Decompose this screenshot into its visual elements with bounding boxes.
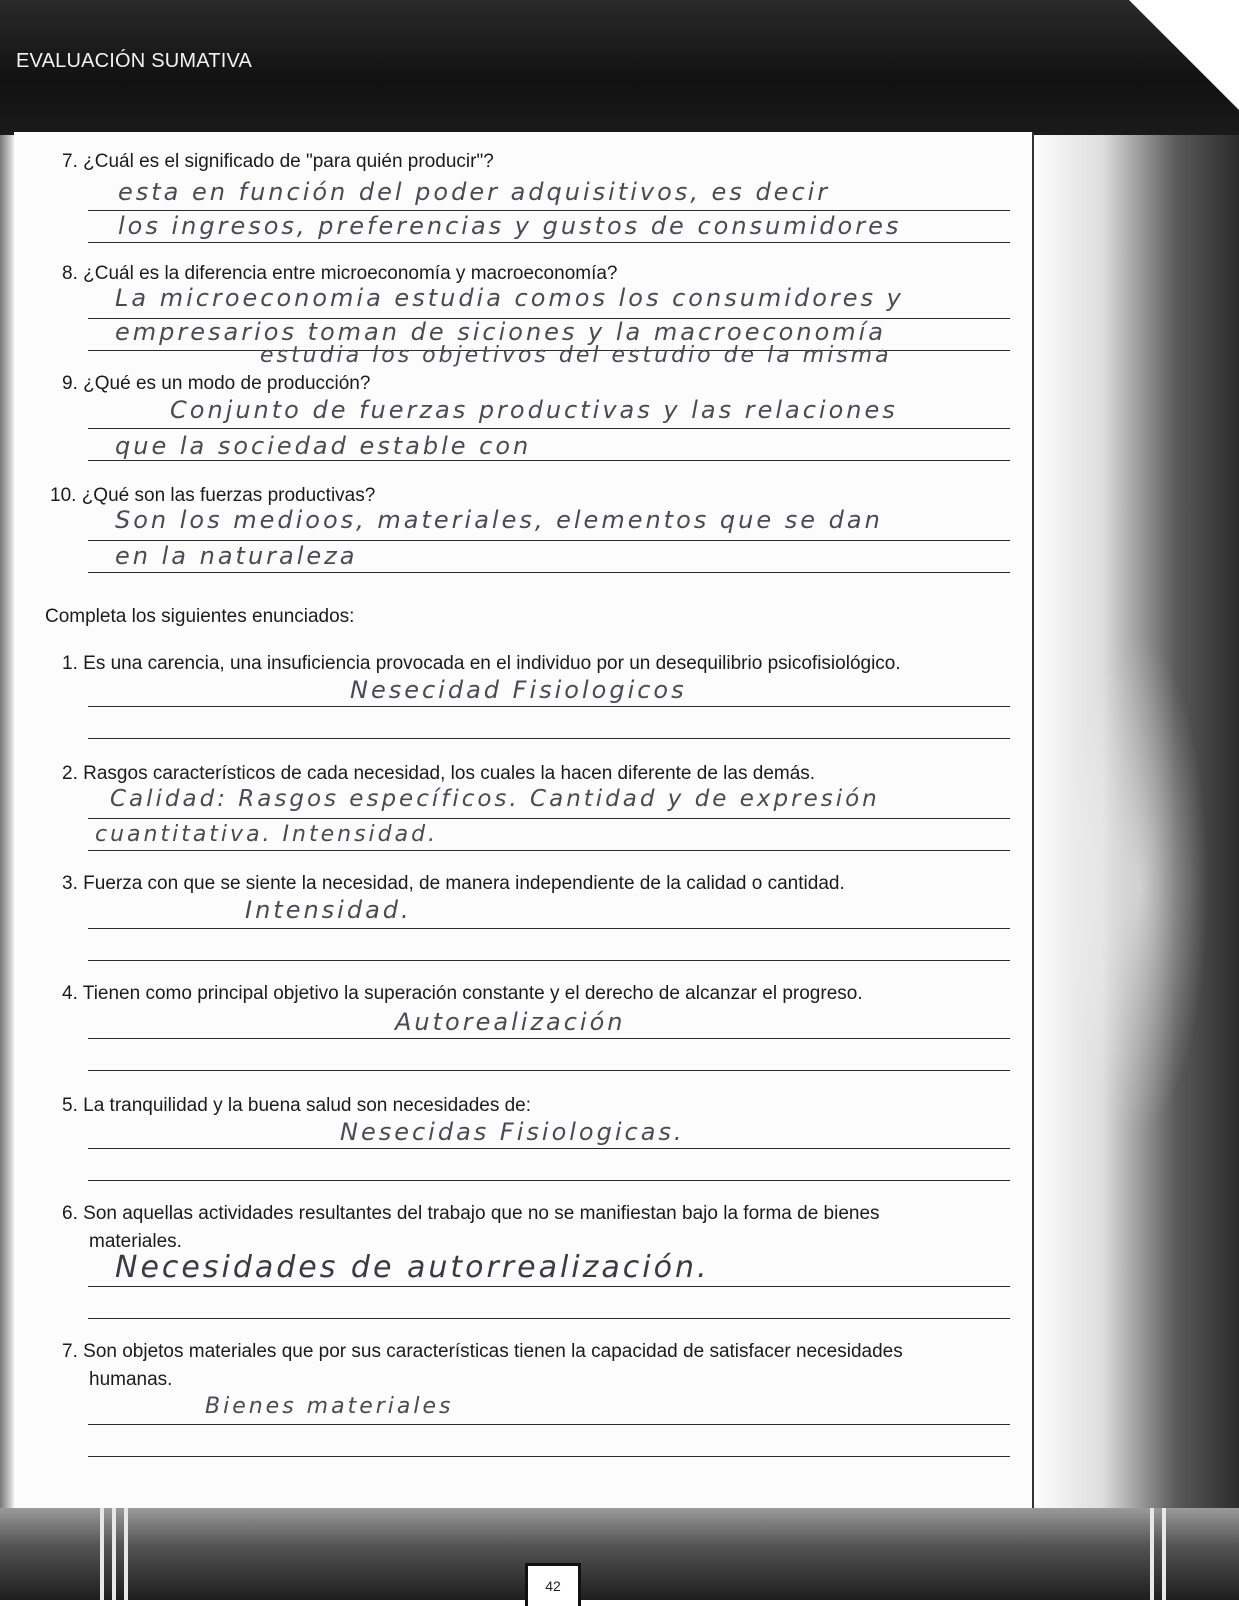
left-binding-edge [0,135,14,1515]
question-10: 10. ¿Qué son las fuerzas productivas? [50,485,376,506]
handwritten-answer: Autorealización [395,1008,626,1036]
footer-band [0,1508,1239,1600]
handwritten-answer: que la sociedad estable con [115,432,532,460]
answer-line [88,540,1010,541]
answer-line [88,928,1010,929]
handwritten-answer: Intensidad. [245,896,412,924]
handwritten-answer: en la naturaleza [115,542,358,570]
answer-line [88,210,1010,211]
page-title: EVALUACIÓN SUMATIVA [16,50,253,72]
question-7: 7. ¿Cuál es el significado de "para quién producir"? [62,151,494,172]
statement-2: 2. Rasgos característicos de cada necesidad, los cuales la hacen diferente de las demás. [62,763,816,784]
answer-line [88,1070,1010,1071]
answer-line [88,460,1010,461]
answer-line [88,960,1010,961]
section-heading: Completa los siguientes enunciados: [45,606,355,627]
answer-line [88,738,1010,739]
answer-line [88,1456,1010,1457]
answer-line [88,1148,1010,1149]
handwritten-answer: Nesecidad Fisiologicos [350,676,687,704]
statement-6: 6. Son aquellas actividades resultantes del trabajo que no se manifiestan bajo la forma de bienes materiales. [62,1203,880,1252]
answer-line [88,706,1010,707]
statement-7: 7. Son objetos materiales que por sus características tienen la capacidad de satisfacer necesidades humanas. [62,1341,903,1390]
answer-line [88,1286,1010,1287]
answer-line [88,1424,1010,1425]
statement-3: 3. Fuerza con que se siente la necesidad, de manera independiente de la calidad o cantidad. [62,873,845,894]
handwritten-answer: La microeconomia estudia comos los consumidores y [115,284,904,312]
statement-4: 4. Tienen como principal objetivo la superación constante y el derecho de alcanzar el progreso. [62,983,863,1004]
statement-1: 1. Es una carencia, una insuficiencia provocada en el individuo por un desequilibrio psicofisiológico. [62,653,901,674]
handwritten-answer: Necesidades de autorrealización. [115,1250,710,1285]
page-corner [1129,0,1239,110]
right-scan-shadow [1029,135,1239,1515]
handwritten-answer: cuantitativa. Intensidad. [95,822,439,847]
handwritten-answer: Conjunto de fuerzas productivas y las relaciones [170,396,898,424]
question-8: 8. ¿Cuál es la diferencia entre microeconomía y macroeconomía? [62,263,618,284]
handwritten-answer: los ingresos, preferencias y gustos de consumidores [118,212,902,240]
answer-line [88,428,1010,429]
page-number: 42 [525,1563,581,1606]
statement-5: 5. La tranquilidad y la buena salud son necesidades de: [62,1095,532,1116]
handwritten-answer: estudia los objetivos del estudio de la misma [260,343,892,368]
handwritten-answer: Calidad: Rasgos específicos. Cantidad y de expresión [110,786,880,812]
handwritten-answer: Nesecidas Fisiologicas. [340,1118,685,1146]
answer-line [88,572,1010,573]
answer-line [88,818,1010,819]
handwritten-answer: empresarios toman de siciones y la macroeconomía [115,318,887,346]
answer-line [88,242,1010,243]
answer-line [88,850,1010,851]
question-9: 9. ¿Qué es un modo de producción? [62,373,371,394]
answer-line [88,1180,1010,1181]
answer-line [88,1318,1010,1319]
handwritten-answer: esta en función del poder adquisitivos, es decir [118,178,831,206]
handwritten-answer: Son los medioos, materiales, elementos que se dan [115,506,883,534]
answer-line [88,1038,1010,1039]
handwritten-answer: Bienes materiales [205,1394,454,1419]
